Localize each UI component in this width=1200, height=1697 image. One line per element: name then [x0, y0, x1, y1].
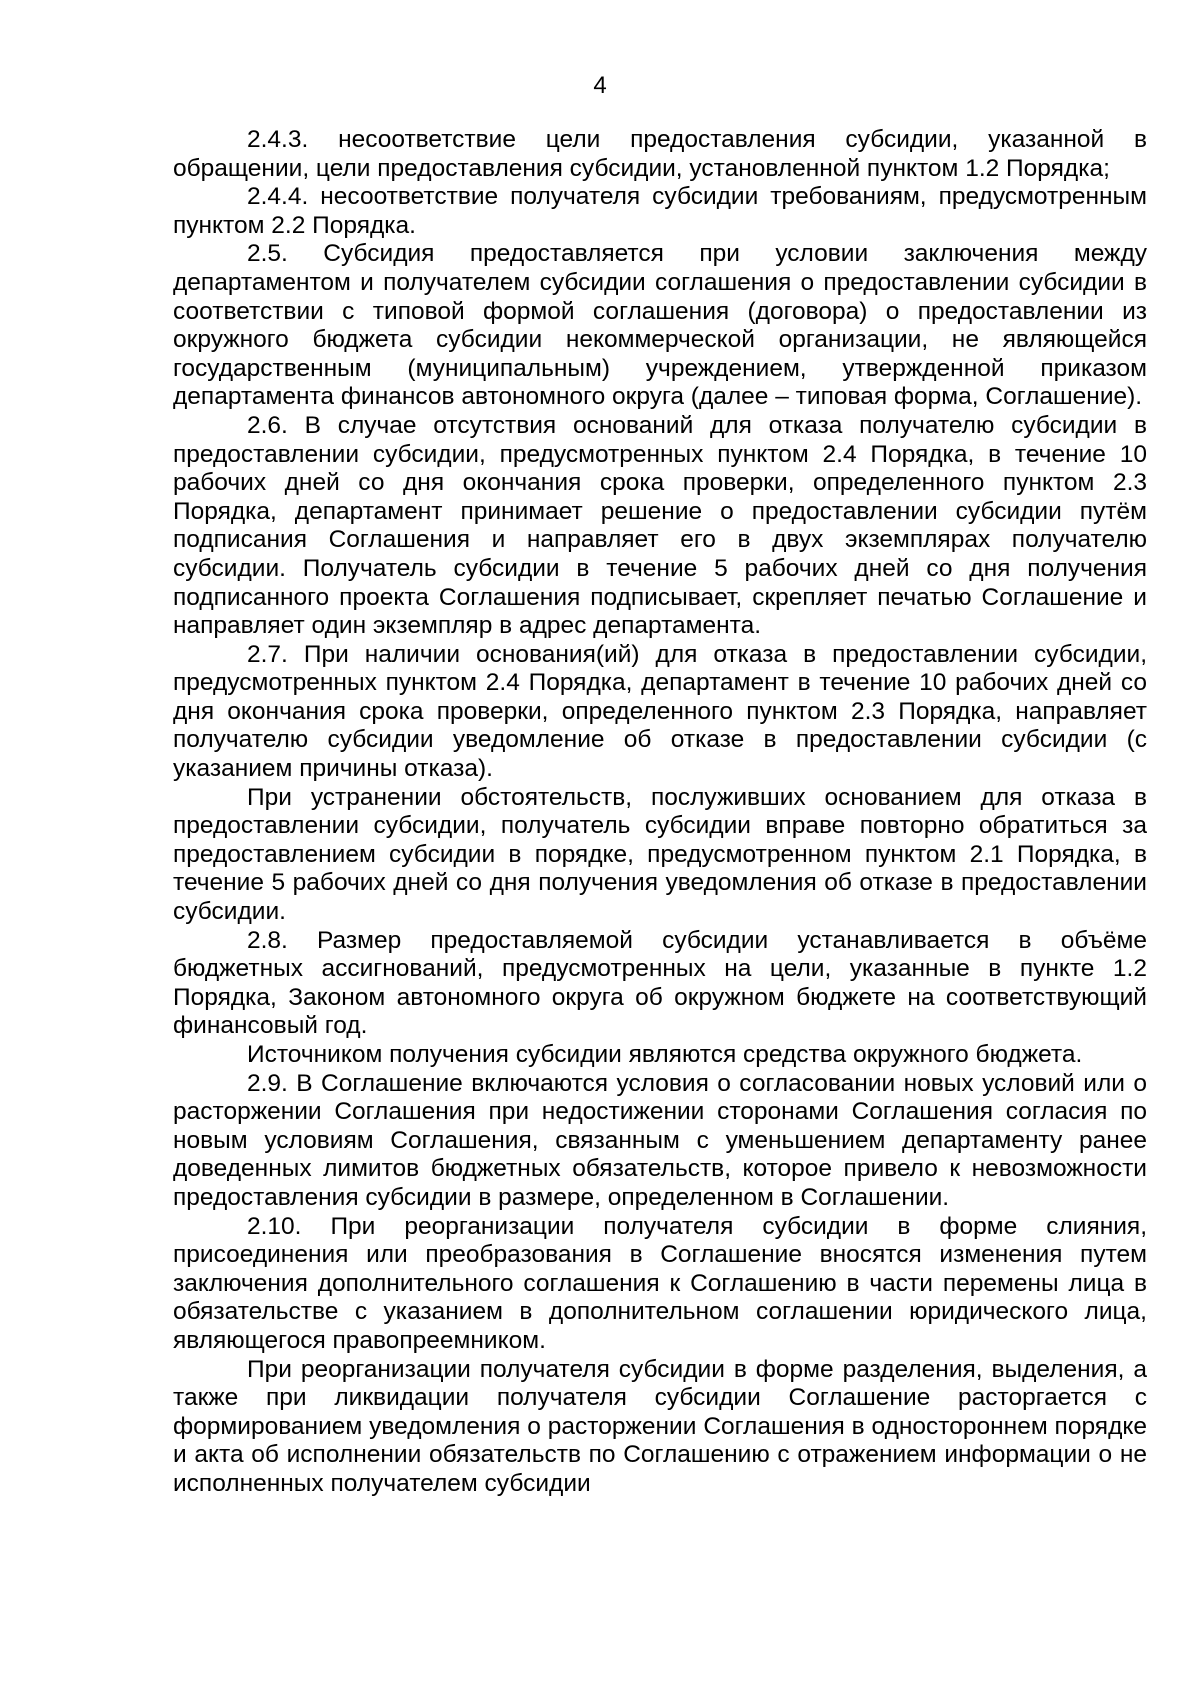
paragraph-2-7: 2.7. При наличии основания(ий) для отказа в предоставлении субсидии, предусмотренных пунктом 2.4 Порядка, департамент в течение 10 рабочих дней со дня окончания срока проверки, определенного пунктом 2.3 Порядка, направляет получателю субсидии уведомление об отказе в предоставлении субсидии (с указанием причины отказа).: [173, 640, 1147, 783]
document-body: [173, 126, 1147, 1499]
paragraph-2-9: 2.9. В Соглашение включаются условия о согласовании новых условий или о расторжении Соглашения при недостижении сторонами Соглашения согласия по новым условиям Соглашения, связанным с уменьшением департаменту ранее доведенных лимитов бюджетных обязательств, которое привело к невозможности предоставления субсидии в размере, определенном в Соглашении.: [173, 1069, 1147, 1211]
paragraph-2-4-3: 2.4.3. несоответствие цели предоставления субсидии, указанной в обращении, цели предоставления субсидии, установленной пунктом 1.2 Порядка;: [173, 126, 1147, 182]
paragraph-2-8: 2.8. Размер предоставляемой субсидии устанавливается в объёме бюджетных ассигнований, предусмотренных на цели, указанные в пункте 1.2 Порядка, Законом автономного округа об окружном бюджете на соответствующий финансовый год.: [173, 926, 1147, 1040]
paragraph-2-7-continued: При устранении обстоятельств, послуживших основанием для отказа в предоставлении субсидии, получатель субсидии вправе повторно обратиться за предоставлением субсидии в порядке, предусмотренном пунктом 2.1 Порядка, в течение 5 рабочих дней со дня получения уведомления об отказе в предоставлении субсидии.: [173, 783, 1147, 926]
paragraph-2-10-continued: При реорганизации получателя субсидии в форме разделения, выделения, а также при ликвидации получателя субсидии Соглашение расторгается с формированием уведомления о расторжении Соглашения в одностороннем порядке и акта об исполнении обязательств по Соглашению с отражением информации о не исполненных получателем субсидии: [173, 1355, 1147, 1497]
paragraph-2-8-continued: Источником получения субсидии являются средства окружного бюджета.: [247, 1041, 1083, 1068]
paragraph-2-10: 2.10. При реорганизации получателя субсидии в форме слияния, присоединения или преобразования в Соглашение вносятся изменения путем заключения дополнительного соглашения к Соглашению в части перемены лица в обязательстве с указанием в дополнительном соглашении юридического лица, являющегося правопреемником.: [173, 1212, 1147, 1354]
paragraph-2-4-4: 2.4.4. несоответствие получателя субсидии требованиям, предусмотренным пунктом 2.2 Порядка.: [173, 183, 1147, 239]
page-number: 4: [593, 72, 607, 99]
paragraph-2-5: 2.5. Субсидия предоставляется при условии заключения между департаментом и получателем субсидии соглашения о предоставлении субсидии в соответствии с типовой формой соглашения (договора) о предоставлении из окружного бюджета субсидии некоммерческой организации, не являющейся государственным (муниципальным) учреждением, утвержденной приказом департамента финансов автономного округа (далее – типовая форма, Соглашение).: [173, 240, 1147, 411]
paragraph-2-6: 2.6. В случае отсутствия оснований для отказа получателю субсидии в предоставлении субсидии, предусмотренных пунктом 2.4 Порядка, в течение 10 рабочих дней со дня окончания срока проверки, определенного пунктом 2.3 Порядка, департамент принимает решение о предоставлении субсидии путём подписания Соглашения и направляет его в двух экземплярах получателю субсидии. Получатель субсидии в течение 5 рабочих дней со дня получения подписанного проекта Соглашения подписывает, скрепляет печатью Соглашение и направляет один экземпляр в адрес департамента.: [173, 411, 1147, 640]
